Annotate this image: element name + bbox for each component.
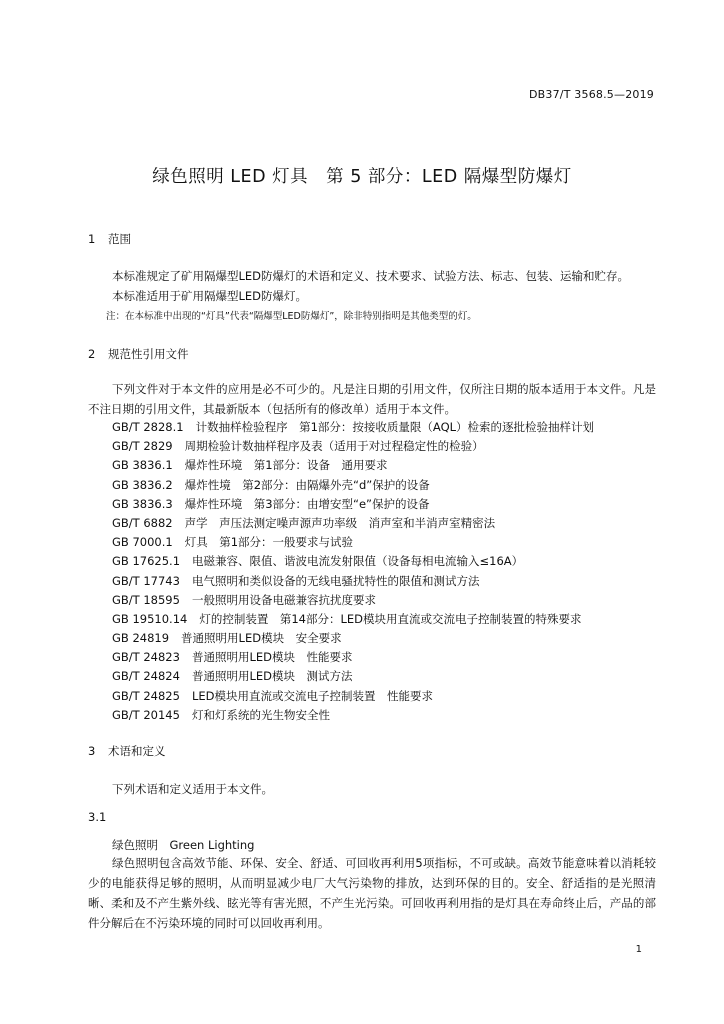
- reference-item: [112, 706, 594, 725]
- reference-title: 普通照明用LED模块 性能要求: [191, 650, 353, 665]
- reference-code: GB/T 6882: [112, 515, 173, 530]
- reference-code: GB/T 20145: [112, 707, 180, 722]
- reference-title: LED模块用直流或交流电子控制装置 性能要求: [191, 688, 433, 703]
- reference-code: GB/T 2828.1: [112, 420, 184, 434]
- reference-title: 周期检验计数抽样程序及表（适用于对过程稳定性的检验）: [184, 439, 484, 454]
- reference-item: [112, 591, 594, 610]
- reference-item: [112, 572, 594, 591]
- section-number: 1: [88, 232, 96, 246]
- reference-code: GB/T 24824: [112, 669, 180, 684]
- section-title: 规范性引用文件: [108, 347, 189, 361]
- reference-item: [112, 456, 594, 475]
- reference-list: [112, 418, 594, 725]
- reference-code: GB 24819: [112, 631, 170, 646]
- reference-item: [112, 687, 594, 706]
- reference-code: GB/T 24825: [112, 688, 180, 703]
- reference-item: [112, 629, 594, 648]
- reference-code: GB/T 24823: [112, 650, 180, 665]
- reference-code: GB 3836.1: [112, 458, 173, 473]
- reference-title: 灯具 第1部分：一般要求与试验: [184, 535, 354, 550]
- section-number: 3: [88, 744, 96, 758]
- reference-code: GB/T 2829: [112, 439, 173, 454]
- reference-title: 爆炸性境 第2部分：由隔爆外壳“d”保护的设备: [184, 477, 430, 492]
- section-heading-scope: [88, 231, 131, 247]
- reference-code: GB 17625.1: [112, 554, 181, 569]
- reference-code: GB 3836.3: [112, 496, 173, 511]
- scope-note: 注：在本标准中出现的“灯具”代表“隔爆型LED防爆灯”，除非特别指明是其他类型的灯。: [106, 311, 477, 322]
- reference-title: 电磁兼容、限值、谐波电流发射限值（设备每相电流输入≤16A）: [192, 554, 524, 569]
- reference-code: GB/T 17743: [112, 573, 180, 588]
- section-heading-normative: [88, 346, 189, 362]
- reference-title: 普通照明用LED模块 测试方法: [191, 669, 353, 684]
- terms-intro: 下列术语和定义适用于本文件。: [112, 782, 273, 796]
- normative-intro: 下列文件对于本文件的应用是必不可少的。凡是注日期的引用文件，仅所注日期的版本适用于本文件。凡是不注日期的引用文件，其最新版本（包括所有的修改单）适用于本文件。: [88, 382, 656, 416]
- reference-item: [112, 495, 594, 514]
- section-heading-terms: [88, 743, 166, 759]
- reference-item: [112, 514, 594, 533]
- page-title: 绿色照明 LED 灯具 第 5 部分：LED 隔爆型防爆灯: [152, 167, 572, 187]
- reference-title: 一般照明用设备电磁兼容抗扰度要求: [191, 592, 376, 607]
- reference-title: 灯和灯系统的光生物安全性: [191, 707, 330, 722]
- term-definition: 绿色照明包含高效节能、环保、安全、舒适、可回收再利用5项指标，不可或缺。高效节能意味着以消耗较少的电能获得足够的照明，从而明显减少电厂大气污染物的排放，达到环保的目的。安全、舒适指的是光照清晰、柔和及不产生紫外线、眩光等有害光照，不产生光污染。可回收再利用指的是灯具在寿命终止后，产品的部件分解后在不污染环境的同时可以回收再利用。: [88, 856, 656, 930]
- reference-item: [112, 552, 594, 571]
- section-number: 2: [88, 347, 96, 361]
- reference-title: 普通照明用LED模块 安全要求: [181, 631, 342, 646]
- reference-item: [112, 476, 594, 495]
- reference-item: [112, 667, 594, 686]
- term-entry-number: 3.1: [88, 810, 107, 824]
- reference-item: [112, 648, 594, 667]
- reference-item: [112, 533, 594, 552]
- reference-title: 爆炸性环境 第3部分：由增安型“e”保护的设备: [184, 496, 430, 511]
- page-number: 1: [635, 944, 642, 955]
- standard-number: DB37/T 3568.5—2019: [528, 88, 654, 101]
- scope-paragraph-1: 本标准规定了矿用隔爆型LED防爆灯的术语和定义、技术要求、试验方法、标志、包装、运输和贮存。: [112, 269, 630, 283]
- reference-code: GB 7000.1: [112, 535, 173, 550]
- section-title: 范围: [108, 232, 131, 246]
- reference-title: 灯的控制装置 第14部分：LED模块用直流或交流电子控制装置的特殊要求: [199, 611, 582, 626]
- reference-title: 爆炸性环境 第1部分：设备 通用要求: [184, 458, 388, 473]
- reference-title: 声学 声压法测定噪声源声功率级 消声室和半消声室精密法: [184, 515, 496, 530]
- scope-paragraph-2: 本标准适用于矿用隔爆型LED防爆灯。: [112, 289, 308, 303]
- section-title: 术语和定义: [108, 744, 166, 758]
- reference-code: GB/T 18595: [112, 592, 180, 607]
- reference-code: GB 3836.2: [112, 477, 173, 492]
- reference-code: GB 19510.14: [112, 611, 188, 626]
- reference-title: 计数抽样检验程序 第1部分：按接收质量限（AQL）检索的逐批检验抽样计划: [195, 420, 595, 434]
- reference-item: [112, 610, 594, 629]
- term-name: 绿色照明 Green Lighting: [112, 838, 255, 852]
- reference-item: [112, 437, 594, 456]
- reference-item: [112, 418, 594, 437]
- reference-title: 电气照明和类似设备的无线电骚扰特性的限值和测试方法: [191, 573, 480, 588]
